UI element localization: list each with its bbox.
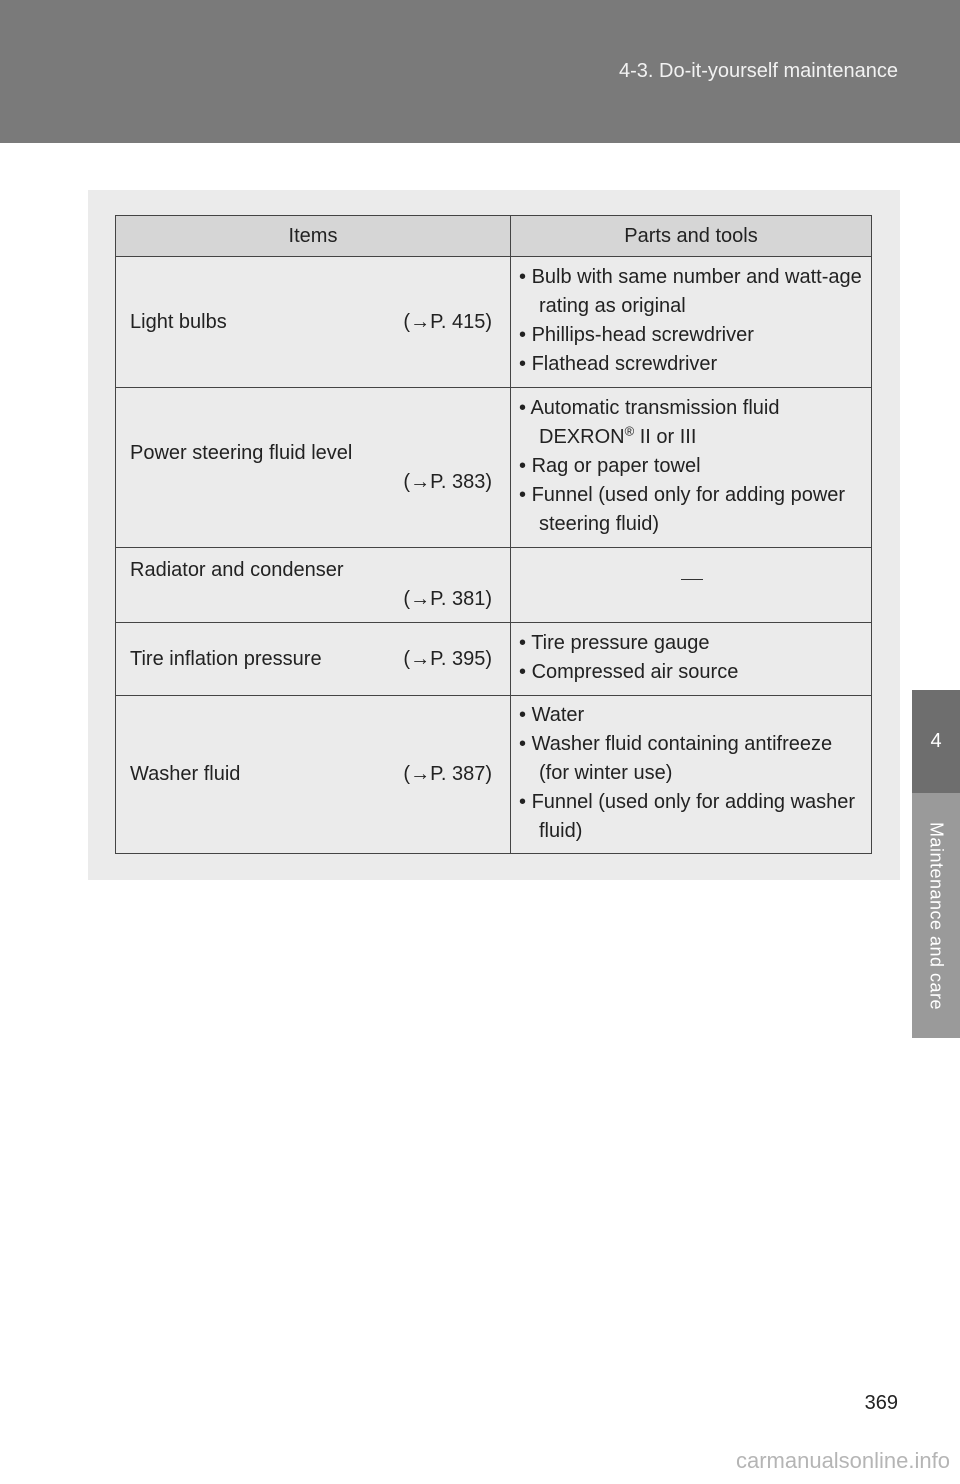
- watermark-text: carmanualsonline.info: [735, 1448, 950, 1473]
- list-item: [519, 394, 865, 452]
- page-ref: (→P. 381): [403, 588, 492, 610]
- registered-mark: ®: [624, 423, 635, 439]
- item-cell: [116, 696, 511, 854]
- table-row: [116, 388, 872, 548]
- page-ref: (→P. 383): [403, 470, 492, 493]
- list-item: • Tire pressure gauge: [519, 629, 865, 658]
- chapter-tab: [912, 793, 960, 1038]
- header-parts-tools: Parts and tools: [511, 216, 872, 257]
- table-header-row: [116, 216, 872, 257]
- item-name: Light bulbs: [130, 310, 227, 333]
- list-item-text: DEXRON: [539, 426, 625, 448]
- chapter-tab-number: 4: [912, 690, 960, 793]
- parts-tools-table: [115, 215, 872, 854]
- chapter-tab-label: Maintenance and care: [926, 821, 947, 1010]
- list-item: • Water: [519, 701, 865, 730]
- list-item: • Rag or paper towel: [519, 452, 865, 481]
- table-row: [116, 257, 872, 388]
- item-cell: [116, 548, 511, 623]
- list-item: • Flathead screwdriver: [519, 350, 865, 379]
- section-title: 4-3. Do-it-yourself maintenance: [618, 60, 898, 82]
- item-cell: [116, 257, 511, 388]
- page-ref: (→P. 395): [403, 647, 492, 670]
- item-name: Radiator and condenser: [130, 559, 344, 581]
- item-cell: [116, 388, 511, 548]
- list-item: • Phillips-head screwdriver: [519, 321, 865, 350]
- item-name: Washer fluid: [130, 763, 241, 785]
- list-item: • Washer fluid containing antifreeze (for winter use): [519, 730, 865, 788]
- item-name: Tire inflation pressure: [130, 647, 322, 670]
- table-row: [116, 696, 872, 854]
- list-item-text: Automatic transmission fluid: [530, 397, 780, 419]
- table-row: [116, 623, 872, 696]
- list-item: • Funnel (used only for adding washer fluid): [519, 788, 865, 846]
- parts-cell: [511, 623, 872, 696]
- parts-cell: [511, 696, 872, 854]
- list-item-text: II or III: [634, 426, 697, 448]
- page-number: 369: [864, 1392, 898, 1414]
- list-item: • Compressed air source: [519, 658, 865, 687]
- item-cell: [116, 623, 511, 696]
- page-ref: (→P. 415): [403, 310, 492, 333]
- item-name: Power steering fluid level: [130, 441, 353, 464]
- header-items: Items: [116, 216, 511, 257]
- page-ref: (→P. 387): [403, 763, 492, 785]
- list-item: • Funnel (used only for adding power steering fluid): [519, 481, 865, 539]
- header-band: [0, 0, 960, 143]
- parts-cell: [511, 257, 872, 388]
- parts-cell: [511, 388, 872, 548]
- table-row: [116, 548, 872, 623]
- list-item: • Bulb with same number and watt-age rating as original: [519, 263, 865, 321]
- empty-dash: [681, 579, 703, 580]
- parts-cell: [511, 548, 872, 623]
